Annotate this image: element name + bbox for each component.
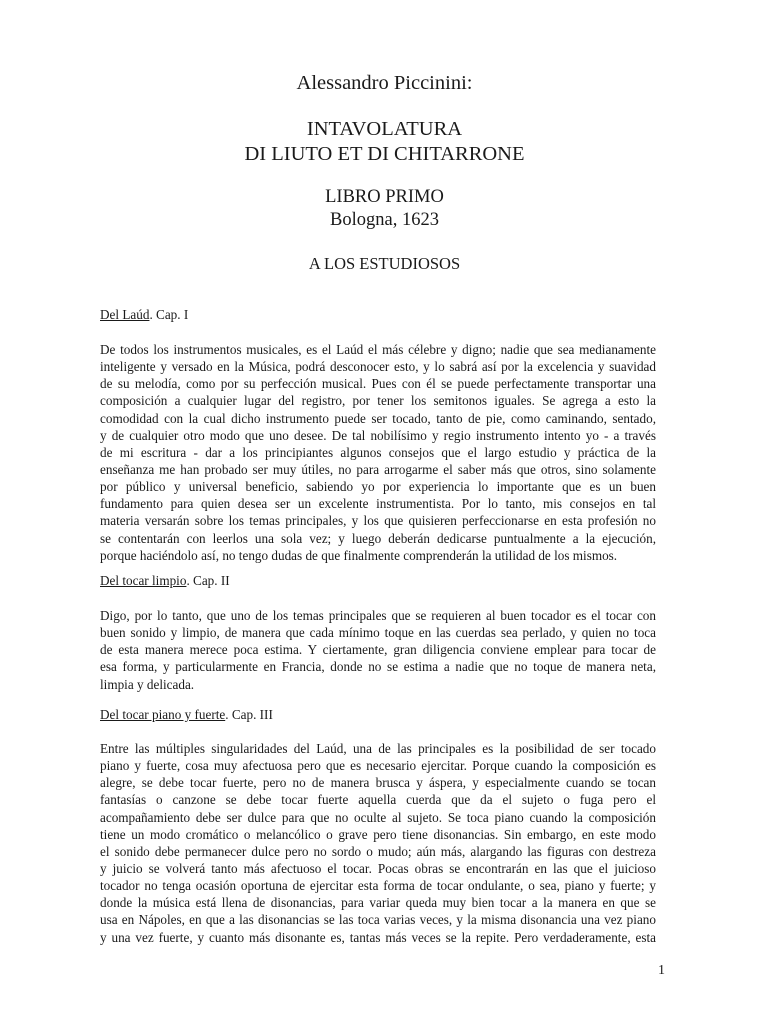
paragraph-2 xyxy=(100,607,656,693)
paragraph-line: el sonido debe permanecer dulce pero no sordo o mudo; aún más, alargando las figuras con destreza xyxy=(100,843,656,859)
work-title-line-2: DI LIUTO ET DI CHITARRONE xyxy=(244,143,525,165)
paragraph-line: por público y universal beneficio, sabiendo yo por experiencia lo importante que es un buen xyxy=(100,479,656,495)
paragraph-line: De todos los instrumentos musicales, es el Laúd el más célebre y digno; nadie que sea medianamente xyxy=(100,342,656,357)
work-title xyxy=(100,117,669,167)
book-name: LIBRO PRIMO xyxy=(325,187,444,207)
paragraph-line: esa forma, y particularmente en Francia, donde no se estima a nadie que no toque de manera neta, xyxy=(100,659,656,675)
book-place-year: Bologna, 1623 xyxy=(330,210,439,230)
page-number: 1 xyxy=(658,963,665,978)
paragraph-1 xyxy=(100,341,656,564)
chapter-heading-2 xyxy=(100,572,230,589)
dedication-heading: A LOS ESTUDIOSOS xyxy=(308,254,461,273)
paragraph-line: acompañamiento debe ser dulce para que no oculte al sujeto. Se toca piano cuando la composición xyxy=(100,809,656,825)
paragraph-line: limpia y delicada. xyxy=(100,676,195,692)
work-title-line-1: INTAVOLATURA xyxy=(306,118,463,140)
paragraph-line: Digo, por lo tanto, que uno de los temas principales que se requieren al buen tocador es el tocar con xyxy=(100,608,656,623)
author-name: Alessandro Piccinini: xyxy=(296,72,473,94)
chapter-title: Del Laúd xyxy=(100,307,150,322)
paragraph-line: donde la música está llena de disonancias, para variar queda muy bien tocar a la manera en que se xyxy=(100,895,656,911)
chapter-title: Del tocar piano y fuerte xyxy=(100,707,226,722)
paragraph-line: usa en Nápoles, en que a las disonancias se las toca varias veces, y la misma disonancia una vez piano xyxy=(100,912,656,928)
chapter-number: . Cap. II xyxy=(186,573,230,588)
paragraph-line: tiene un modo cromático o melancólico o grave pero tiene disonancias. Sin embargo, en este modo xyxy=(100,826,656,842)
paragraph-line: inteligente y versado en la Música, podrá desconocer esto, y lo sabrá así por la excelencia y suavidad xyxy=(100,359,656,375)
chapter-number: . Cap. III xyxy=(225,707,273,722)
paragraph-line: tocador no tenga ocasión oportuna de ejercitar esta forma de tocar ondulante, o sea, piano y fuerte; y xyxy=(100,878,656,894)
chapter-heading-1 xyxy=(100,306,188,323)
paragraph-line: enseñanza me han probado ser muy útiles, no para arrogarme el saber más que otros, sino solamente xyxy=(100,461,656,477)
paragraph-line: porque haciéndolo así, no tengo dudas de que finalmente comprenderán la utilidad de los mismos. xyxy=(100,547,618,563)
paragraph-line: buen sonido y limpio, de manera que cada mínimo toque en las cuerdas sea perlado, y quien no toca xyxy=(100,625,656,641)
chapter-number: . Cap. I xyxy=(149,307,189,322)
paragraph-line: piano y fuerte, cosa muy afectuosa pero que es necesario ejercitar. Porque cuando la composición es xyxy=(100,758,656,774)
paragraph-3 xyxy=(100,740,656,946)
paragraph-line: composición a cualquier lugar del registro, por tener los semitonos iguales. Se agrega a esto la xyxy=(100,393,656,409)
paragraph-line: comodidad con la cual dicho instrumento puede ser tocado, tanto de pie, como caminando, sentado, xyxy=(100,410,656,426)
paragraph-line: de esta manera merece poca estima. Y ciertamente, gran diligencia conviene emplear para tocar de xyxy=(100,642,656,658)
paragraph-line: y una vez fuerte, y cuanto más disonante es, tantas más veces se la repite. Pero verdaderamente, esta xyxy=(100,929,656,945)
paragraph-line: Entre las múltiples singularidades del Laúd, una de las principales es la posibilidad de ser tocado xyxy=(100,741,656,756)
paragraph-line: de mi escritura - dar a los principiantes algunos consejos que el largo estudio y práctica de la xyxy=(100,444,656,460)
paragraph-line: se contentarán con leerlos una sola vez; y luego deberán dedicarse puntualmente a la ejecución, xyxy=(100,530,656,546)
paragraph-line: fundamento para quien desea ser un excelente instrumentista. Por lo tanto, mis consejos en tal xyxy=(100,496,656,512)
chapter-heading-3 xyxy=(100,706,273,723)
book-info xyxy=(100,186,669,232)
chapter-title: Del tocar limpio xyxy=(100,573,187,588)
paragraph-line: y juicio se volverá tanto más afectuoso el tocar. Pocas obras se encontrarán en las que el juicioso xyxy=(100,860,656,876)
paragraph-line: de su melodía, como por su perfección musical. Pues con él se puede perfectamente transportar una xyxy=(100,376,656,392)
paragraph-line: fantasías o canzone se debe tocar fuerte aquella cuerda que da el sujeto o fuga pero el xyxy=(100,792,656,808)
paragraph-line: alegre, se debe tocar fuerte, pero no de manera brusca y áspera, y especialmente cuando se tocan xyxy=(100,775,656,791)
paragraph-line: y de cualquier otro modo que uno desee. De tal nobilísimo y regio instrumento intento yo - a través xyxy=(100,427,656,443)
paragraph-line: materia versarán sobre los temas principales, y los que quisieren perfeccionarse en esta profesión no xyxy=(100,513,656,529)
